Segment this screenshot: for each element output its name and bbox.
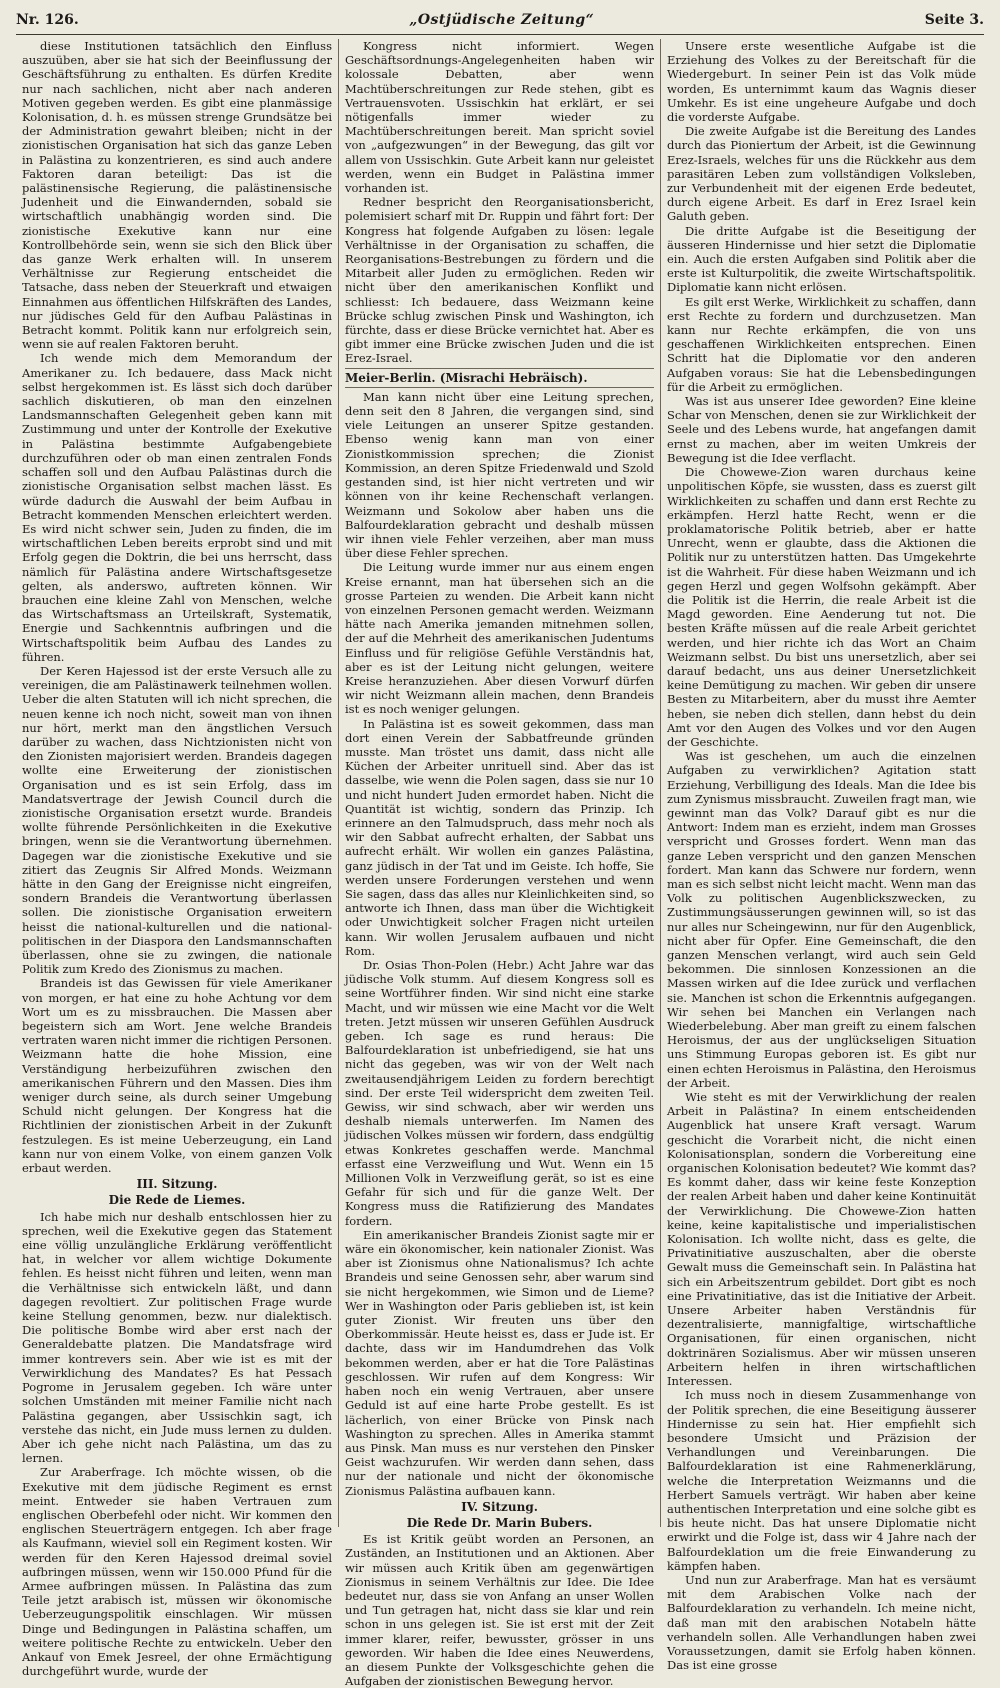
paragraph: Die Chowewe-Zion waren durchaus keine unpolitischen Köpfe, sie wussten, dass es zuerst gilt Wirklichkeiten zu schaffen und dann erst Rechte zu erkämpfen. Herzl hatte Recht, wenn er die proklamatorische Politik betrieb, aber er hatte Unrecht, wenn er glaubte, dass die Aktionen die Politik nur zu unterstützen hatten. Das Umgekehrte ist die Wahrheit. Für diese haben Weizmann und ich gegen Herzl und gegen Wolfsohn gekämpft. Aber die Politik ist die Herrin, die reale Arbeit ist die Magd geworden. Eine Aenderung tut not. Die besten Kräfte müssen auf die reale Arbeit gerichtet werden, und hier richte ich das Wort an Chaim Weizmann selbst. Du bist uns unersetzlich, aber sei darauf bedacht, uns aus deiner Unersetzlichkeit keine Demütigung zu machen. Wir geben dir unsere Besten zu Mitarbeitern, aber du musst ihre Aemter heben, sie neben dich stellen, dann hebst du dein Amt vor den Augen des Volkes und vor den Augen der Geschichte. — [667, 465, 976, 749]
paragraph: Brandeis ist das Gewissen für viele Amerikaner von morgen, er hat eine zu hohe Achtung vor dem Wort um es zu missbrauchen. Die Massen aber begeistern sich am Wort. Jene welche Brandeis vertraten waren nicht immer die richtigen Personen. Weizmann hatte die hohe Mission, eine Verständigung herbeizuführen zwischen den amerikanischen Führern und den Massen. Dies ihm weniger durch seine, als durch seiner Umgebung Schuld nicht gelungen. Der Kongress hat die Richtlinien der zionistischen Arbeit in der Zukunft festzulegen. Es ist meine Ueberzeugung, ein Land kann nur von einem Volke, von einem ganzen Volk erbaut werden. — [22, 976, 332, 1176]
paragraph: Redner bespricht den Reorganisationsbericht, polemisiert scharf mit Dr. Ruppin und fährt fort: Der Kongress hat folgende Aufgaben zu lösen: legale Verhältnisse in der Organisation zu schaffen, die Reorganisations-Bestrebungen zu fördern und die Mitarbeit aller Juden zu ermöglichen. Reden wir nicht über den amerikanischen Konflikt und schliesst: Ich bedauere, dass Weizmann keine Brücke schlug zwischen Pinsk und Washington, ich fürchte, dass er diese Brücke vernichtet hat. Aber es gibt immer eine Brücke zwischen Juden und die ist Erez-Israel. — [345, 195, 654, 366]
section-heading: IV. Sitzung. — [461, 1499, 538, 1514]
section-heading: Die Rede de Liemes. — [108, 1193, 246, 1208]
paragraph: Wie steht es mit der Verwirklichung der realen Arbeit in Palästina? In einem entscheidenden Augenblick hat unsere Kraft versagt. Warum geschicht die Vorarbeit nicht, die nicht einen Kolonisationsplan, sondern die Vorbereitung eine organischen Kolonisation bedeutet? Wie kommt das? Es kommt daher, dass wir keine feste Konzeption der realen Arbeit haben und daher keine Kontinuität der Verwirklichung. Die Chowewe-Zion hatten keine, keine kapitalistische und imperialistischen Kolonisation. Ich wollte nicht, dass es gelte, die Privatinitiative auszuschalten, aber die oberste Gewalt muss die Gemeinschaft sein. In Palästina hat sich ein Arbeitszentrum gebildet. Dort gibt es noch eine Privatinitiative, das ist die Initiative der Arbeit. Unsere Arbeiter haben Verständnis für dezentralisierte, mannigfaltige, wirtschaftliche Organisationen, für einen organischen, nicht doktrinären Sozialismus. Aber wir müssen unseren Arbeitern helfen in ihren wirtschaftlichen Interessen. — [667, 1090, 976, 1389]
paragraph: Es ist Kritik geübt worden an Personen, an Zuständen, an Institutionen und an Aktionen. Aber wir müssen auch Kritik üben am gegenwärtigen Zionismus in seinem Verhältnis zur Idee. Die Idee bedeutet nur, dass sie von Anfang an unser Wollen und Tun getragen hat, nicht dass sie klar und rein schon in uns gelegen ist. Sie ist erst mit der Zeit immer klarer, reifer, bewusster, grösser in uns geworden. Wir haben die Idee eines Neuwerdens, an diesem Punkte der Volksgeschichte gehen die Aufgaben der zionistischen Bewegung hervor. — [345, 1532, 654, 1688]
column-3 — [660, 39, 982, 1673]
paragraph: Zur Araberfrage. Ich möchte wissen, ob die Exekutive mit dem jüdische Regiment es ernst meint. Entweder sie haben Vertrauen zum englischen Oberbefehl oder nicht. Wir kommen den englischen Steuerträgern entgegen. Ich aber frage als Kaufmann, wieviel soll ein Regiment kosten. Wir werden für den Keren Hajessod dreimal soviel aufbringen müssen, wenn wir 150.000 Pfund für die Armee aufbringen müssen. In Palästina das zum Teile jetzt arabisch ist, müssen wir ökonomische Ueberzeugungspolitik einschlagen. Wir müssen Dinge und Bedingungen in Palästina schaffen, um weitere politische Rechte zu entwickeln. Ueber den Ankauf von Emek Jesreel, der ohne Ermächtigung durchgeführt wurde, wurde der — [22, 1465, 332, 1679]
column-2 — [338, 39, 660, 1688]
paragraph: Die Leitung wurde immer nur aus einem engen Kreise ernannt, man hat übersehen sich an die grosse Parteien zu wenden. Die Arbeit kann nicht von einzelnen Personen gemacht werden. Weizmann hätte nach Amerika jemanden mitnehmen sollen, der auf die Mehrheit des amerikanischen Judentums Einfluss und für religiöse Gefühle Verständnis hat, aber es ist der Leitung nicht gelungen, weitere Kreise heranzuziehen. Aber diesen Vorwurf dürfen wir nicht Weizmann allein machen, denn Brandeis ist es noch weniger gelungen. — [345, 560, 654, 717]
paragraph: Ein amerikanischer Brandeis Zionist sagte mir er wäre ein ökonomischer, kein nationaler Zionist. Was aber ist Zionismus ohne Nationalismus? Ich achte Brandeis und seine Genossen sehr, aber warum sind sie nicht hergekommen, wie Simon und de Lieme? Wer in Washington oder Paris geblieben ist, ist kein guter Zionist. Wir freuten uns über den Oberkommissär. Heute heisst es, dass er Jude ist. Er dachte, dass wir im Handumdrehen das Volk bekommen werden, aber er hat die Tore Palästinas geschlossen. Wir rufen auf dem Kongress: Wir haben noch ein wenig Vertrauen, aber unsere Geduld ist auf eine harte Probe gestellt. Es ist lächerlich, von einer Brücke von Pinsk nach Washington zu sprechen. Alles in Amerika stammt aus Pinsk. Man muss es nur verstehen den Pinsker Geist wachzurufen. Wir werden dann sehen, dass nur der nationale und nicht der ökonomische Zionismus Palästina aufbauen kann. — [345, 1227, 654, 1498]
paragraph: Ich wende mich dem Memorandum der Amerikaner zu. Ich bedauere, dass Mack nicht selbst hergekommen ist. Es lässt sich doch darüber sachlich diskutieren, ob man den einzelnen Landsmannschaften Gelegenheit geben kann mit Zustimmung und unter der Kontrolle der Exekutive in Palästina bestimmte Aufgabengebiete durchzuführen oder ob man einen zentralen Fonds schaffen soll und den Aufbau Palästinas durch die zionistische Organisation selbst machen lässt. Es würde dadurch die Auswahl der beim Aufbau in Betracht kommenden Menschen erleichtert werden. Es wird nicht schwer sein, Juden zu finden, die im wirtschaftlichen Leben bereits erprobt sind und mit Erfolg gegen die Doktrin, die bei uns herrscht, dass nämlich für Palästina andere Wirtschaftsgesetze gelten, als anderswo, auftreten können. Wir brauchen eine kleine Zahl von Menschen, welche das Wirtschaftsmass an Urteilskraft, Systematik, Energie und Sachkenntnis aufbringen und die Wirtschaftspolitik beim Aufbau des Landes zu führen. — [22, 351, 332, 664]
paragraph: Ich muss noch in diesem Zusammenhange von der Politik sprechen, die eine Beseitigung äusserer Hindernisse zu sein hat. Hier empfiehlt sich besondere Umsicht und Präzision der Verhandlungen und Vereinbarungen. Die Balfourdeklaration ist eine Rahmenerklärung, welche die Interpretation Weizmanns und die Herbert Samuels verträgt. Wir haben aber keine authentischen Interpretation und eine solche gibt es bis heute nicht. Das hat unsere Diplomatie nicht erwirkt und die Folge ist, dass wir 4 Jahre nach der Balfourdeklation um die freie Einwanderung zu kämpfen haben. — [667, 1388, 976, 1573]
paragraph: Was ist geschehen, um auch die einzelnen Aufgaben zu verwirklichen? Agitation statt Erziehung, Verbilligung des Ideals. Man die Idee bis zum Zynismus missbraucht. Zuweilen fragt man, wie gewinnt man das Volk? Darauf gibt es nur die Antwort: Indem man es erzieht, indem man Grosses verspricht und Grosses fordert. Wenn man das ganze Leben verspricht und den ganzen Menschen fordert. Man kann das Schwere nur fordern, wenn man es sich selbst nicht leicht macht. Wenn man das Volk zu politischen Augenblickszwecken, zu Zustimmungsäusserungen gewinnen will, so ist das nur alles nur Scheingewinn, nur für den Augenblick, nicht aber für Opfer. Eine Gemeinschaft, die den ganzen Menschen verlangt, wird auch sein Geld bekommen. Die sinnlosen Konzessionen an die Massen wirken auf die Idee zurück und verflachen sie. Manchen ist schon die Erkenntnis aufgegangen. Wir sehen bei Manchen ein Verlangen nach Wiederbelebung. Aber man greift zu einem falschen Heroismus, der aus der unglückseligen Situation uns Stimmung Europas geboren ist. Es gibt nur einen echten Heroismus in Palästina, den Heroismus der Arbeit. — [667, 749, 977, 1090]
newspaper-title: „Ostjüdische Zeitung“ — [409, 12, 595, 28]
paragraph: Und nun zur Araberfrage. Man hat es versäumt mit dem Arabischen Volke nach der Balfourdeklaration zu verhandeln. Ich meine nicht, daß man mit den arabischen Notabeln hätte verhandeln sollen. Alle Verhandlungen haben zwei Voraussetzungen, damit sie Erfolg haben können. Das ist eine grosse — [667, 1572, 976, 1673]
section-heading: Die Rede Dr. Marin Bubers. — [406, 1515, 593, 1530]
paragraph: In Palästina ist es soweit gekommen, dass man dort einen Verein der Sabbatfreunde gründen musste. Man tröstet uns damit, dass nicht alle Küchen der Arbeiter unrituell sind. Aber das ist dasselbe, wie wenn die Polen sagen, dass sie nur 10 und nicht hundert Juden ermordet haben. Nicht die Quantität ist wichtig, sondern das Prinzip. Ich erinnere an den Talmudspruch, dass mehr noch als wir den Sabbat aufrecht erhalten, der Sabbat uns aufrecht erhält. Wir wollen ein ganzes Palästina, ganz jüdisch in der Tat und im Geiste. Ich hoffe, Sie werden unsere Forderungen verstehen und wenn Sie sagen, dass das alles nur Kleinlichkeiten sind, so antworte ich Ihnen, dass man über die Wichtigkeit oder Unwichtigkeit solcher Fragen nicht urteilen kann. Wir wollen Jerusalem aufbauen und nicht Rom. — [345, 716, 654, 958]
paragraph: Man kann nicht über eine Leitung sprechen, denn seit den 8 Jahren, die vergangen sind, sind viele Leitungen an unserer Spitze gestanden. Ebenso wenig kann man von einer Zionistkommission sprechen; die Zionist Kommission, an deren Spitze Friedenwald und Szold gestanden sind, ist hier nicht vertreten und wir können von ihr keine Rechenschaft verlangen. Weizmann und Sokolow aber haben uns die Balfourdeklaration gebracht und deshalb müssen wir ihnen viele Fehler verzeihen, aber man muss über diese Fehler sprechen. — [345, 389, 654, 561]
paragraph: Die zweite Aufgabe ist die Bereitung des Landes durch das Pioniertum der Arbeit, ist die Gewinnung Erez-Israels, welches für uns die Rückkehr aus dem parasitären Leben zum vollständigen Volksleben, zur Verbundenheit mit der eigenen Erde bedeutet, durch eigene Arbeit. Es darf in Erez Israel kein Galuth geben. — [667, 124, 976, 224]
article-columns — [16, 39, 984, 1688]
paragraph: Dr. Osias Thon-Polen (Hebr.) Acht Jahre war das jüdische Volk stumm. Auf diesem Kongress soll es seine Wortführer finden. Wir sind nicht eine starke Macht, und wir müssen wie eine Macht vor die Welt treten. Jetzt müssen wir unseren Gefühlen Ausdruck geben. Ich sage es rund heraus: Die Balfourdeklaration ist unbefriedigend, sie hat uns nicht das gegeben, was wir von der Welt nach zweitausendjährigem Leiden zu fordern berechtigt sind. Der erste Teil widerspricht dem zweiten Teil. Gewiss, wir sind schwach, aber wir werden uns deshalb niemals unterwerfen. Im Namen des jüdischen Volkes müssen wir fordern, dass endgültig etwas Konkretes geschaffen werde. Manchmal erfasst eine Verzweiflung und Wut. Wenn ein 15 Millionen Volk in Verzweiflung gerät, so ist es eine Gefahr für sich und für die ganze Welt. Der Kongress muss die Ratifizierung des Mandates fordern. — [345, 958, 654, 1228]
speaker-heading: Meier-Berlin. (Misrachi Hebräisch). — [345, 368, 654, 388]
paragraph: Kongress nicht informiert. Wegen Geschäftsordnungs-Angelegenheiten haben wir kolossale Debatten, aber wenn Machtüberschreitungen zur Rede stehen, gibt es Vertrauensvoten. Ussischkin hat erklärt, er sei nötigenfalls immer wieder zu Machtüberschreitungen bereit. Man spricht soviel von „aufgezwungen“ in der Bewegung, das gilt vor allem von Ussischkin. Gute Arbeit kann nur geleistet werden, wenn ein Budget in Palästina immer vorhanden ist. — [345, 39, 654, 196]
section-heading: III. Sitzung. — [136, 1177, 218, 1192]
page-header — [16, 12, 984, 35]
column-1 — [16, 39, 338, 1679]
paragraph: Ich habe mich nur deshalb entschlossen hier zu sprechen, weil die Exekutive gegen das Statement eine völlig unzulängliche Erklärung veröffentlicht hat, in welcher vor allem wichtige Dokumente fehlen. Es heisst nicht führen und leiten, wenn man die Verhältnisse sich entwickeln läßt, und dann dagegen revoltiert. Zur politischen Frage wurde keine Stellung genommen, bezw. nur dialektisch. Die politische Bombe wird aber erst nach der Generaldebatte platzen. Die Mandatsfrage wird immer kontrevers sein. Aber wie ist es mit der Verwirklichung des Mandates? Es hat Pessach Pogrome in Jerusalem gegeben. Ich wäre unter solchen Umständen mit meiner Familie nicht nach Palästina gegangen, aber Ussischkin sagt, ich verstehe das nicht, ein Jude muss lernen zu dulden. Aber ich gehe nicht nach Palästina, um das zu lernen. — [22, 1209, 332, 1466]
page-number: Seite 3. — [924, 12, 984, 28]
paragraph: Unsere erste wesentliche Aufgabe ist die Erziehung des Volkes zu der Bereitschaft für die Wiedergeburt. In seiner Pein ist das Volk müde worden, Es unternimmt kaum das Wagnis dieser Umkehr. Es ist eine ungeheure Aufgabe und doch die vorderste Aufgabe. — [667, 39, 976, 125]
paragraph: Was ist aus unserer Idee geworden? Eine kleine Schar von Menschen, denen sie zur Wirklichkeit der Seele und des Lebens wurde, hat angefangen damit ernst zu machen, aber im weiten Umkreis der Bewegung ist die Idee verflacht. — [667, 394, 976, 465]
issue-number: Nr. 126. — [16, 12, 79, 28]
paragraph: diese Institutionen tatsächlich den Einfluss auszuüben, aber sie hat sich der Beeinflussung der Geschäftsführung zu enthalten. Es dürfen Kredite nur nach sachlichen, nicht aber nach anderen Motiven gegeben werden. Es gibt eine planmässige Kolonisation, d. h. es müssen strenge Grundsätze bei der Administration gewahrt bleiben; nicht in der zionistischen Organisation hat sich das ganze Leben in Palästina zu konzentrieren, es sind auch andere Faktoren daran beteiligt: Das ist die palästinensische Regierung, die palästinensische Judenheit und die Einwandernden, sobald sie wirtschaftlich unabhängig worden sind. Die zionistische Exekutive kann nur eine Kontrollbehörde sein, wenn sie sich den Blick über das ganze Werk erhalten will. In unserem Verhältnisse zur Regierung entscheidet die Tatsache, dass neben der Steuerkraft und etwaigen Einnahmen aus öffentlichen Hilfskräften des Landes, nur jüdisches Geld für den Aufbau Palästinas in Betracht kommt. Politik kann nur erfolgreich sein, wenn sie auf realen Faktoren beruht. — [22, 39, 332, 352]
paragraph: Es gilt erst Werke, Wirklichkeit zu schaffen, dann erst Rechte zu fordern und durchzusetzen. Man kann nur Rechte erkämpfen, die von uns geschaffenen Wirklichkeiten entsprechen. Einen Schritt hat die Diplomatie vor den anderen Aufgaben voraus: Sie hat die Lebensbedingungen für die Arbeit zu ermöglichen. — [667, 294, 976, 394]
paragraph: Der Keren Hajessod ist der erste Versuch alle zu vereinigen, die am Palästinawerk teilnehmen wollen. Ueber die alten Statuten will ich nicht sprechen, die neuen kenne ich noch nicht, soweit man von ihnen nur hört, merkt man den ängstlichen Versuch darüber zu wachen, dass Nichtzionisten nicht von den Zionisten majorisiert werden. Brandeis dagegen wollte eine Erweiterung der zionistischen Organisation und es ist sein Erfolg, dass im Mandatsvertrage der Jewish Council durch die zionistische Organisation ersetzt wurde. Brandeis wollte führende Persönlichkeiten in die Exekutive bringen, wenn sie die Verantwortung übernehmen. Dagegen war die zionistische Exekutive und sie zitiert das Zeugnis Sir Alfred Monds. Weizmann hätte in den Gang der Ereignisse nicht eingreifen, sondern Brandeis die Verantwortung überlassen sollen. Die zionistische Organisation erweitern heisst die national-kulturellen und die national-politischen in der Diaspora den Landsmannschaften überlassen, ohne sie zu zwingen, die nationale Politik zum Kredo des Zionismus zu machen. — [22, 663, 332, 977]
paragraph: Die dritte Aufgabe ist die Beseitigung der äusseren Hindernisse und hier setzt die Diplomatie ein. Auch die ersten Aufgaben sind Politik aber die erste ist Kulturpolitik, die zweite Wirtschaftspolitik. Diplomatie kann nicht erlösen. — [667, 223, 976, 295]
